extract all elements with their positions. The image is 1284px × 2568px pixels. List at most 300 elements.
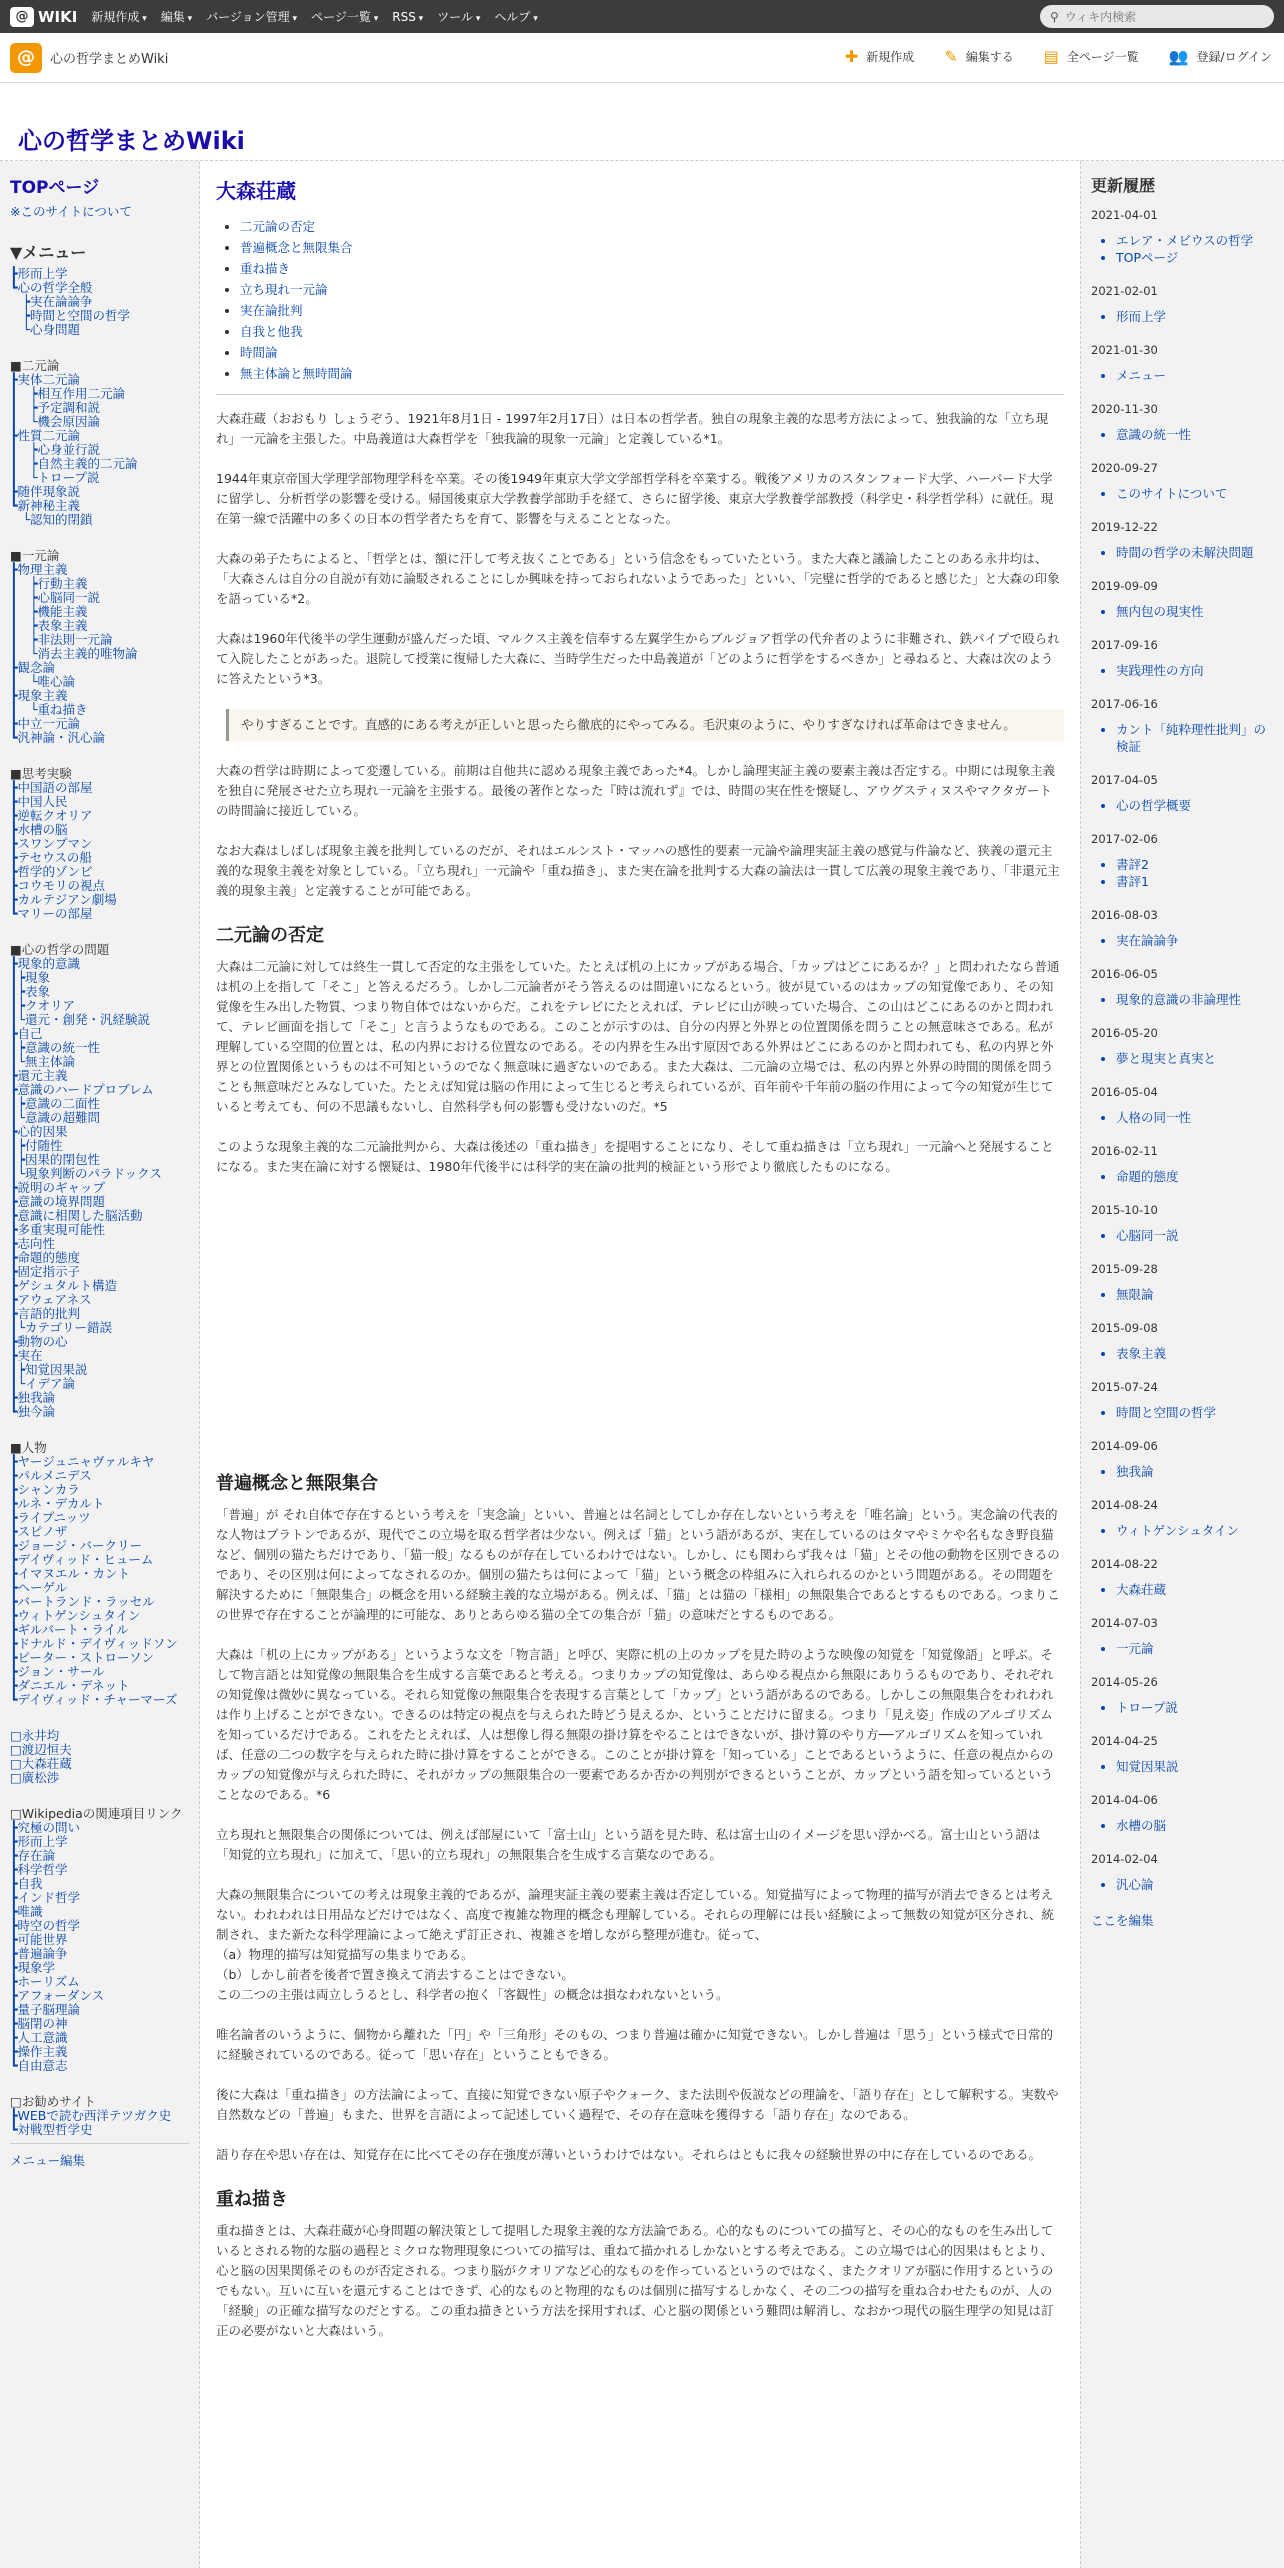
menu-item[interactable]: ┣ヤージュニャヴァルキヤ xyxy=(10,1454,155,1469)
update-list xyxy=(1091,232,1274,266)
update-link[interactable]: • 心脳同一説 xyxy=(1116,1227,1274,1244)
menu-item[interactable]: ┣心的因果 xyxy=(10,1124,68,1139)
menu-item[interactable]: ┝実在論論争 xyxy=(10,294,93,309)
menu-item[interactable]: ┣ヘーゲル xyxy=(10,1580,68,1595)
toc-item xyxy=(240,279,1064,300)
menu-item[interactable]: ┣ジョン・サール xyxy=(10,1664,105,1679)
menu-gap xyxy=(10,745,189,767)
update-link[interactable]: • トロープ説 xyxy=(1116,1699,1274,1716)
menu-gap xyxy=(10,1419,189,1441)
update-date: 2015-09-28 xyxy=(1091,1262,1158,1276)
menu-gap xyxy=(10,2073,189,2095)
menu-item[interactable]: ┝時間と空間の哲学 xyxy=(10,308,131,323)
menu-item[interactable]: □永井均 xyxy=(10,1728,60,1743)
site-logo-icon[interactable]: @ xyxy=(10,43,42,73)
quote-block: やりすぎることです。直感的にある考えが正しいと思ったら徹底的にやってみる。毛沢東のように、やりすぎなければ革命はできません。 xyxy=(226,709,1064,741)
update-list xyxy=(1091,662,1274,679)
update-date: 2019-12-22 xyxy=(1091,520,1158,534)
update-date: 2020-11-30 xyxy=(1091,402,1158,416)
all-pages-label: 全ページ一覧 xyxy=(1066,50,1139,64)
paragraph: 重ね描きとは、大森荘蔵が心身問題の解決策として提唱した現象主義的な方法論である。心的なものについての描写と、その心的なものを生み出しているとされる物的な脳の過程とミクロな物理現象についての描写は、重ねて描かれるしかないとする考えである。この立場では心的因果はもとより、心と脳の因果関係そのものが否定される。つまり脳がクオリアなど心的なものを作っているというのではなく、またクオリアが脳に作用するというのでもない。互いに互いを還元することはできず、心的なものと物理的なものは個別に描写するしかなく、その二つの描写を重ね合わせたものが、人の「経験」の正確な描写なのだとする。この重ね描きという方法を採用すれば、心と脳の関係という難問は解消し、なおかつ現代の脳生理学の知見は訂正の必要がないと大森はいう。 xyxy=(216,2223,1054,2338)
section-dualism xyxy=(216,957,1064,1177)
update-list xyxy=(1091,544,1274,561)
update-date: 2015-07-24 xyxy=(1091,1380,1158,1394)
update-date: 2014-04-06 xyxy=(1091,1793,1158,1807)
toc-link[interactable]: 実在論批判 xyxy=(240,303,303,318)
menu-item[interactable]: ┃ ┝心身並行説 xyxy=(10,442,101,457)
menu-item[interactable]: ┃└現象判断のパラドックス xyxy=(10,1166,162,1181)
wiki-logo[interactable] xyxy=(10,7,77,27)
menu-item[interactable]: ┣唯識 xyxy=(10,1904,43,1919)
update-link[interactable]: • カント「純粋理性批判」の検証 xyxy=(1116,721,1274,755)
menu-item[interactable]: ┃└カテゴリー錯誤 xyxy=(10,1320,113,1335)
update-list xyxy=(1091,991,1274,1008)
menu-item[interactable]: ┣還元主義 xyxy=(10,1068,68,1083)
menu-item[interactable]: ┣随伴現象説 xyxy=(10,484,81,499)
divider xyxy=(216,394,1064,395)
menu-item[interactable]: ┣独我論 xyxy=(10,1390,56,1405)
update-link[interactable]: • 知覚因果説 xyxy=(1116,1758,1274,1775)
top-page-link[interactable]: TOPページ xyxy=(10,178,100,198)
menu-group-heading[interactable]: ■人物 xyxy=(10,1440,47,1455)
update-link[interactable]: • 形而上学 xyxy=(1116,308,1274,325)
wiki-logo-icon: @ xyxy=(10,7,34,27)
update-list xyxy=(1091,856,1274,890)
new-page-button[interactable] xyxy=(845,47,914,66)
menu-item[interactable]: ┣可能世界 xyxy=(10,1932,68,1947)
menu-group-heading[interactable]: ■心の哲学の問題 xyxy=(10,942,110,957)
update-link[interactable]: • 意識の統一性 xyxy=(1116,426,1274,443)
right-sidebar xyxy=(1080,161,1284,2568)
menu-item[interactable]: ┃┝知覚因果説 xyxy=(10,1362,88,1377)
menu-item[interactable]: ┣動物の心 xyxy=(10,1334,68,1349)
toc-link[interactable]: 自我と他我 xyxy=(240,324,303,339)
section-heading-universal: 普遍概念と無限集合 xyxy=(216,1473,378,1494)
update-date: 2021-01-30 xyxy=(1091,343,1158,357)
menu-item[interactable]: ┗デイヴィッド・チャーマーズ xyxy=(10,1692,178,1707)
menu-item[interactable]: ┣ライプニッツ xyxy=(10,1510,91,1525)
wiki-logo-text: WIKI xyxy=(38,7,78,26)
menu-item[interactable]: ┗マリーの部屋 xyxy=(10,906,93,921)
menu-item[interactable]: ┃┝表象 xyxy=(10,984,51,999)
menu-item[interactable]: ┃ ┝予定調和説 xyxy=(10,400,101,415)
menu-edit-link[interactable]: メニュー編集 xyxy=(10,2143,189,2168)
menu-item[interactable]: ┣説明のギャップ xyxy=(10,1180,106,1195)
toc-item xyxy=(240,216,1064,237)
update-link[interactable]: • 時間の哲学の未解決問題 xyxy=(1116,544,1274,561)
menu-rss[interactable]: RSS ▾ xyxy=(392,10,423,24)
menu-item[interactable]: ┣普遍論争 xyxy=(10,1946,68,1961)
menu-item[interactable]: ┗独今論 xyxy=(10,1404,56,1419)
menu-item[interactable]: ┣性質二元論 xyxy=(10,428,81,443)
menu-item[interactable]: ┣命題的態度 xyxy=(10,1250,81,1265)
toc-item xyxy=(240,300,1064,321)
list-line: （a）物理的描写は知覚描写の集まりである。 xyxy=(216,1947,474,1962)
menu-item[interactable]: ┣現象的意識 xyxy=(10,956,81,971)
menu-item[interactable]: ┣ゲシュタルト構造 xyxy=(10,1278,118,1293)
update-list xyxy=(1091,603,1274,620)
menu-item[interactable]: ┣多重実現可能性 xyxy=(10,1222,106,1237)
toc-link[interactable]: 時間論 xyxy=(240,345,278,360)
menu-item[interactable]: ┃┝付随性 xyxy=(10,1138,63,1153)
update-list xyxy=(1091,1227,1274,1244)
update-date: 2017-02-06 xyxy=(1091,832,1158,846)
update-link[interactable]: • 人格の同一性 xyxy=(1116,1109,1274,1126)
menu-item[interactable]: ┣志向性 xyxy=(10,1236,56,1251)
menu-item[interactable]: ┃└無主体論 xyxy=(10,1054,76,1069)
menu-item[interactable]: ┃┝意識の二面性 xyxy=(10,1096,101,1111)
update-list xyxy=(1091,1109,1274,1126)
section-heading-overlay: 重ね描き xyxy=(216,2189,288,2210)
header-actions xyxy=(845,47,1272,66)
toc-item xyxy=(240,363,1064,384)
menu-item[interactable]: └認知的閉鎖 xyxy=(10,512,93,527)
update-list xyxy=(1091,1404,1274,1421)
top-bar xyxy=(0,0,1284,33)
main-content xyxy=(200,161,1080,2568)
update-date: 2014-05-26 xyxy=(1091,1675,1158,1689)
menu-item[interactable]: □大森荘蔵 xyxy=(10,1756,72,1771)
update-link[interactable]: • 実践理性の方向 xyxy=(1116,662,1274,679)
menu-item[interactable]: └心身問題 xyxy=(10,322,81,337)
update-link[interactable]: • 心の哲学概要 xyxy=(1116,797,1274,814)
menu-item[interactable]: ┣アウェアネス xyxy=(10,1292,92,1307)
paragraph: 語り存在や思い存在は、知覚存在に比べてその存在強度が薄いというわけではない。それらはともに我々の経験世界の中に存在しているのである。 xyxy=(216,2147,1042,2162)
plus-icon: ✚ xyxy=(844,47,859,66)
toc-link[interactable]: 無主体論と無時間論 xyxy=(240,366,353,381)
update-date: 2014-04-25 xyxy=(1091,1734,1158,1748)
menu-item[interactable]: ┃┝因果的閉包性 xyxy=(10,1152,101,1167)
update-list xyxy=(1091,1876,1274,1893)
toc-link[interactable]: 立ち現れ一元論 xyxy=(240,282,328,297)
menu-item[interactable]: ┃ ┝非法則一元論 xyxy=(10,632,113,647)
menu-item[interactable]: ┃ └唯心論 xyxy=(10,674,76,689)
update-list xyxy=(1091,797,1274,814)
menu-item[interactable]: ┣パルメニデス xyxy=(10,1468,92,1483)
edit-button[interactable] xyxy=(944,47,1013,66)
menu-item[interactable]: ┃ └重ね描き xyxy=(10,702,88,717)
menu-item[interactable]: ┣コウモリの視点 xyxy=(10,878,106,893)
paragraph: なお大森はしばしば現象主義を批判しているのだが、それはエルンスト・マッハの感性的要素一元論や論理実証主義の感覚与件論など、狭義の還元主義的な現象主義を対象としている。「立ち現れ」一元論や「重ね描き」、また実在論を批判する大森の論法は一貫して広義の現象主義であり、「非還元主義的現象主義」と定義することが可能である。 xyxy=(216,843,1060,898)
list-line: （b）しかし前者を後者で置き換えて消去することはできない。 xyxy=(216,1967,574,1982)
menu-item[interactable]: ┃ ┝自然主義的二元論 xyxy=(10,456,138,471)
menu-item[interactable]: ┃ ┝相互作用二元論 xyxy=(10,386,126,401)
intro-section xyxy=(216,409,1064,689)
paragraph: 大森の哲学は時期によって変遷している。前期は自他共に認める現象主義であった*4。しかし論理実証主義の要素主義は否定する。中期には現象主義を独自に発展させた立ち現れ一元論を主張する。最後の著作となった『時は流れず』では、時間の実在性を懐疑し、アウグスティヌスやマクタガートの時間論に接近している。 xyxy=(216,763,1056,818)
menu-item[interactable]: ┣ルネ・デカルト xyxy=(10,1496,105,1511)
paragraph: 1944年東京帝国大学理学部物理学科を卒業。その後1949年東京大学文学部哲学科を卒業する。戦後アメリカのスタンフォード大学、ハーバード大学に留学し、分析哲学の影響を受ける。帰国後東京大学教養学部助手を経て、さらに留学後、東京大学教養学部教授（科学史・科学哲学科）に就任。現在第一線で活躍中の多くの日本の哲学者たちを育て、影響を与えることとなった。 xyxy=(216,471,1054,526)
menu-help[interactable]: ヘルプ ▾ xyxy=(494,8,537,25)
menu-item[interactable]: ┃ ┝表象主義 xyxy=(10,618,88,633)
update-link[interactable]: • メニュー xyxy=(1116,367,1274,384)
update-link[interactable]: • TOPページ xyxy=(1116,249,1274,266)
update-date: 2016-05-20 xyxy=(1091,1026,1158,1040)
menu-item[interactable]: ┣自己 xyxy=(10,1026,43,1041)
paragraph: 「普遍」が それ自体で存在するという考えを「実念論」といい、普遍とは名詞としてしか存在しないという考えを「唯名論」という。実念論の代表的な人物はプラトンであるが、現代でこの立場を取る哲学者は少ない。例えば「猫」という語があるが、実在しているのはタマやミケや名もなき野良猫など、個別の猫たちだけであり、「猫一般」なるものが存在しているわけではない。しかし、にも関わらず我々は「猫」とその他の動物を区別できるのであり、その区別は何によってなされるのか。個別の猫たちは何によって「猫」という概念の枠組みに入れられるのかという問題がある。その問題を解決するために「無限集合」の概念を用いる経験主義的な立場がある。例えば、「猫」とは猫の「様相」の無限集合であるとするものである。つまりこの世界で存在することが論理的に可能な、ありとあらゆる猫の全ての集合が「猫」の意味だとするものである。 xyxy=(216,1507,1060,1622)
menu-item[interactable]: ┃┝現象 xyxy=(10,970,51,985)
update-date: 2016-02-11 xyxy=(1091,1144,1158,1158)
section-heading-dualism: 二元論の否定 xyxy=(216,925,324,946)
menu-gap xyxy=(10,921,189,943)
menu-item[interactable]: ┃ └機会原因論 xyxy=(10,414,101,429)
update-date: 2021-04-01 xyxy=(1091,208,1158,222)
menu-item[interactable]: ┣人工意識 xyxy=(10,2030,68,2045)
menu-item[interactable]: ┣脳閉の神 xyxy=(10,2016,68,2031)
menu-item[interactable]: □渡辺恒夫 xyxy=(10,1742,72,1757)
update-link[interactable]: • 水槽の脳 xyxy=(1116,1817,1274,1834)
menu-item[interactable]: ┗心の哲学全般 xyxy=(10,280,93,295)
page-title: 大森荘蔵 xyxy=(216,179,296,203)
toc-link[interactable]: 普遍概念と無限集合 xyxy=(240,240,353,255)
menu-item[interactable]: ┃ └消去主義的唯物論 xyxy=(10,646,138,661)
menu-item[interactable]: ┣形而上学 xyxy=(10,1834,68,1849)
intro-section-2 xyxy=(216,761,1064,901)
menu-item[interactable]: ┣形而上学 xyxy=(10,266,68,281)
menu-item[interactable]: ┣スピノザ xyxy=(10,1524,68,1539)
menu-item[interactable]: ┣固定指示子 xyxy=(10,1264,81,1279)
update-date: 2016-08-03 xyxy=(1091,908,1158,922)
update-date: 2014-02-04 xyxy=(1091,1852,1158,1866)
update-date: 2014-07-03 xyxy=(1091,1616,1158,1630)
menu-item[interactable]: ┣実体二元論 xyxy=(10,372,81,387)
section-universal-list xyxy=(216,1945,1064,2005)
update-link[interactable]: • 実在論論争 xyxy=(1116,932,1274,949)
user-add-icon: 👥 xyxy=(1168,47,1189,66)
menu-item[interactable]: ┃┝クオリア xyxy=(10,998,76,1013)
update-date: 2016-06-05 xyxy=(1091,967,1158,981)
update-date: 2020-09-27 xyxy=(1091,461,1158,475)
update-list xyxy=(1091,1817,1274,1834)
toc-item xyxy=(240,258,1064,279)
menu-item[interactable]: ┣水槽の脳 xyxy=(10,822,68,837)
menu-item[interactable]: ┣ドナルド・デイヴィッドソン xyxy=(10,1636,178,1651)
menu-item[interactable]: ┣イマヌエル・カント xyxy=(10,1566,131,1581)
menu-item[interactable]: ┗対戦型哲学史 xyxy=(10,2122,93,2137)
menu-item[interactable]: ┣時空の哲学 xyxy=(10,1918,81,1933)
menu-group-heading[interactable]: ■二元論 xyxy=(10,358,60,373)
menu-item[interactable]: ┣中国語の部屋 xyxy=(10,780,93,795)
update-link[interactable]: • 一元論 xyxy=(1116,1640,1274,1657)
paragraph: 大森は二元論に対しては終生一貫して否定的な主張をしていた。たとえば机の上にカップがある場合、「カップはどこにあるか？」と問われたなら普通は机の上を指して「そこ」と答えるだろう。しかし二元論者がそう答えるのは間違いになるという。彼が見ているのはカップの知覚像であり、その知覚像を生み出した物質、つまり物自体ではないからだ。これをテレビにたとえれば、テレビに山が映っていた場合、この山はどこにあるのかと問われて、テレビ画面を指して「そこ」と言うようなものである。このことが示すのは、自分の内界と外界との位置関係を問うことの無意味さである。私が理解している空間的位置とは、私の内界における位置なのである。その内界を生み出す原因である外界はどこにあるのかと問われても、私の内界と外界との位置関係というものは不可知というのでなく無意味に過ぎないのである。また大森は、二元論の立場では、私の内界と外界の時間的関係を問うことも無意味だとみなしていた。たとえば知覚は脳の作用によって生じると考えられているが、百年前や千年前の脳の作用によって今の知覚が生じていると考えても、何の不思議もないし、自然科学も何の影響も受けないのだ。*5 xyxy=(216,959,1060,1114)
menu-item[interactable]: ┃ ┝機能主義 xyxy=(10,604,88,619)
about-link[interactable]: ※このサイトについて xyxy=(10,204,132,219)
update-link[interactable]: • 命題的態度 xyxy=(1116,1168,1274,1185)
update-link[interactable]: • 書評2 xyxy=(1116,856,1274,873)
update-link[interactable]: • 書評1 xyxy=(1116,873,1274,890)
paragraph: 大森は「机の上にカップがある」というような文を「物言語」と呼び、実際に机の上のカップを見た時のような映像の知覚を「知覚像語」と呼ぶ。そして物言語とは知覚像の無限集合を生成する言葉であると考える。つまりカップの知覚像は、あらゆる視点から無限にありうるものであり、それぞれの知覚像は微妙に異なっている。それら知覚像の無限集合を表現する言葉として「カップ」という語があるのである。しかしこの無限集合をわれわれは作り上げることができない。できるのは特定の視点を与えられた時どう見えるか、ということだけに留まる。つまり「見え姿」作成のアルゴリズムを知っているだけである。これをたとえれば、人は想像し得る無限の掛け算をやることはできないが、掛け算のやり方──アルゴリズムを知っていれば、任意の二つの数字を与えられた時に掛け算をすることができる。このことが掛け算を「知っている」ことであるというように、任意の視点からのカップの知覚像が与えられた時に、それがカップの無限集合の一要素であるか否かの判別ができるということが、カップという語を知っているということなのである。*6 xyxy=(216,1647,1054,1802)
update-link[interactable]: • ウィトゲンシュタイン xyxy=(1116,1522,1274,1539)
menu-item[interactable]: ┗自由意志 xyxy=(10,2058,68,2073)
menu-item[interactable]: ┣ピーター・ストローソン xyxy=(10,1650,155,1665)
menu-item[interactable]: ┣究極の問い xyxy=(10,1820,81,1835)
menu-item[interactable]: ┃└意識の超難問 xyxy=(10,1110,101,1125)
search-icon[interactable]: ⚲ xyxy=(1050,9,1059,24)
menu-item[interactable]: ┣中立一元論 xyxy=(10,716,81,731)
menu-item[interactable]: ┃ ┝行動主義 xyxy=(10,576,88,591)
paragraph: 大森荘蔵（おおもり しょうぞう、1921年8月1日 - 1997年2月17日）は日本の哲学者。独自の現象主義的な思考方法によって、独我論的な「立ち現れ」一元論を主張した。中島義道は大森哲学を「独我論的現象一元論」と定義している*1。 xyxy=(216,411,1049,446)
update-list xyxy=(1091,308,1274,325)
update-link[interactable]: • 現象的意識の非論理性 xyxy=(1116,991,1274,1008)
update-date: 2015-09-08 xyxy=(1091,1321,1158,1335)
paragraph: 大森は1960年代後半の学生運動が盛んだった頃、マルクス主義を信奉する左翼学生からブルジョア哲学の代弁者のように非難され、鉄パイプで殴られて入院したことがあった。退院して授業に復帰した大森に、当時学生だった中島義道が「どのように哲学をするべきか」と尋ねると、大森は次のように答えたという*3。 xyxy=(216,631,1060,686)
search-input[interactable] xyxy=(1065,10,1255,24)
update-date: 2016-05-04 xyxy=(1091,1085,1158,1099)
paragraph: 大森の弟子たちによると、「哲学とは、額に汗して考え抜くことである」という信念をもっていたという。また大森と議論したことのある永井均は、「大森さんは自分の自説が有効に論駁されることにしか興味を持っておられないようであった」といい、「完璧に哲学的であると感じた」と大森の印象を語っている*2。 xyxy=(216,551,1060,606)
update-list xyxy=(1091,721,1274,755)
menu-item[interactable]: ┣WEBで読む西洋テツガク史 xyxy=(10,2108,172,2123)
menu-item[interactable]: ┃└還元・創発・汎経験説 xyxy=(10,1012,151,1027)
update-list xyxy=(1091,1286,1274,1303)
update-list xyxy=(1091,1050,1274,1067)
left-sidebar xyxy=(0,161,200,2568)
update-date: 2021-02-01 xyxy=(1091,284,1158,298)
menu-gap xyxy=(10,1785,189,1807)
updates-heading: 更新履歴 xyxy=(1091,176,1156,195)
paragraph: このような現象主義的な二元論批判から、大森は後述の「重ね描き」を提唱することになり、そして重ね描きは「立ち現れ」一元論へと発展することになる。また実在論に対する懐疑は、1980年代後半には科学的実在論の批判的検証という形でより徹底したものになる。 xyxy=(216,1139,1054,1174)
menu-gap xyxy=(10,527,189,549)
update-link[interactable]: • 大森荘蔵 xyxy=(1116,1581,1274,1598)
update-list xyxy=(1091,1168,1274,1185)
update-date: 2017-04-05 xyxy=(1091,773,1158,787)
menu-item[interactable]: ┣デイヴィッド・ヒューム xyxy=(10,1552,154,1567)
update-date: 2014-08-24 xyxy=(1091,1498,1158,1512)
menu-pages[interactable]: ページ一覧 ▾ xyxy=(311,8,378,25)
menu-item[interactable]: ┣意識のハードプロブレム xyxy=(10,1082,154,1097)
menu-item[interactable]: ┣存在論 xyxy=(10,1848,56,1863)
section-universal xyxy=(216,1505,1064,1945)
site-name[interactable]: 心の哲学まとめWiki xyxy=(50,52,169,67)
menu-new[interactable]: 新規作成 ▾ xyxy=(91,8,146,25)
paragraph: 立ち現れと無限集合の関係については、例えば部屋にいて「富士山」という語を見た時、私は富士山のイメージを思い浮かべる。富士山という語は「知覚的立ち現れ」に加えて、「思い的立ち現れ」の無限集合を生成する言葉なのである。 xyxy=(216,1827,1041,1862)
menu-item[interactable]: ┣実在 xyxy=(10,1348,43,1363)
update-list xyxy=(1091,426,1274,443)
login-button[interactable] xyxy=(1169,47,1272,66)
update-date: 2014-09-06 xyxy=(1091,1439,1158,1453)
toc-link[interactable]: 二元論の否定 xyxy=(240,219,316,234)
menu-item[interactable]: ┣ジョージ・バークリー xyxy=(10,1538,143,1553)
toc-item xyxy=(240,342,1064,363)
menu-item[interactable]: ┣アフォーダンス xyxy=(10,1988,105,2003)
all-pages-button[interactable] xyxy=(1044,47,1139,66)
menu-item[interactable]: ┣自我 xyxy=(10,1876,43,1891)
update-list xyxy=(1091,1640,1274,1657)
menu-item[interactable]: ┣カルテジアン劇場 xyxy=(10,892,117,907)
update-list xyxy=(1091,1463,1274,1480)
table-of-contents xyxy=(216,216,1064,384)
update-list xyxy=(1091,1345,1274,1362)
menu-group-heading[interactable]: ■思考実験 xyxy=(10,766,72,781)
menu-item[interactable]: ┣操作主義 xyxy=(10,2044,68,2059)
edit-updates-link[interactable]: ここを編集 xyxy=(1091,1913,1154,1928)
toc-item xyxy=(240,321,1064,342)
toc-link[interactable]: 重ね描き xyxy=(240,261,291,276)
menu-item[interactable]: ┣ホーリズム xyxy=(10,1974,80,1989)
pencil-icon: ✎ xyxy=(944,47,958,66)
update-date: 2017-06-16 xyxy=(1091,697,1158,711)
update-history xyxy=(1091,208,1274,1893)
login-label: 登録/ログイン xyxy=(1196,50,1272,64)
menu-item[interactable]: ┃┝意識の統一性 xyxy=(10,1040,101,1055)
menu-item[interactable]: ┣量子脳理論 xyxy=(10,2002,81,2017)
menu-group-heading[interactable]: □お勧めサイト xyxy=(10,2094,96,2109)
update-list xyxy=(1091,1758,1274,1775)
update-date: 2014-08-22 xyxy=(1091,1557,1158,1571)
menu-item[interactable]: ┣意識に相関した脳活動 xyxy=(10,1208,143,1223)
site-header xyxy=(0,33,1284,83)
menu-item[interactable]: ┣現象学 xyxy=(10,1960,56,1975)
site-banner xyxy=(0,83,1284,161)
update-list xyxy=(1091,932,1274,949)
menu-item[interactable]: ┣ウィトゲンシュタイン xyxy=(10,1608,141,1623)
menu-item[interactable]: ┣バートランド・ラッセル xyxy=(10,1594,155,1609)
menu-item[interactable]: ┣ギルバート・ライル xyxy=(10,1622,129,1637)
update-link[interactable]: • 表象主義 xyxy=(1116,1345,1274,1362)
menu-item[interactable]: ┣シャンカラ xyxy=(10,1482,80,1497)
menu-item[interactable]: ┣スワンプマン xyxy=(10,836,93,851)
menu-item[interactable]: ┃ ┝心脳同一説 xyxy=(10,590,101,605)
menu-group-heading[interactable]: ■一元論 xyxy=(10,548,60,563)
update-link[interactable]: • 夢と現実と真実と xyxy=(1116,1050,1274,1067)
menu-item[interactable]: ┣インド哲学 xyxy=(10,1890,81,1905)
banner-title[interactable]: 心の哲学まとめWiki xyxy=(18,127,245,155)
paragraph: 後に大森は「重ね描き」の方法論によって、直接に知覚できない原子やクォーク、また法則や仮説などの理論を、「語り存在」として解釈する。実数や自然数などの「普遍」もまた、世界を言語によって記述していく過程で、その存在意味を獲得する「語り存在」なのである。 xyxy=(216,2087,1059,2122)
menu-item[interactable]: ┣意識の境界問題 xyxy=(10,1194,106,1209)
sidebar-menu xyxy=(10,267,189,2168)
update-date: 2019-09-09 xyxy=(1091,579,1158,593)
menu-item[interactable]: ┣中国人民 xyxy=(10,794,68,809)
menu-item[interactable]: ┣ダニエル・デネット xyxy=(10,1678,130,1693)
update-link[interactable]: • 時間と空間の哲学 xyxy=(1116,1404,1274,1421)
update-date: 2015-10-10 xyxy=(1091,1203,1158,1217)
blank-space xyxy=(216,1197,1064,1457)
edit-label: 編集する xyxy=(965,50,1014,64)
menu-heading: ▼メニュー xyxy=(10,243,87,262)
menu-edit[interactable]: 編集 ▾ xyxy=(161,8,192,25)
update-list xyxy=(1091,367,1274,384)
menu-item[interactable]: □廣松渉 xyxy=(10,1770,60,1785)
update-link[interactable]: • 無限論 xyxy=(1116,1286,1274,1303)
menu-item[interactable]: ┣現象主義 xyxy=(10,688,68,703)
update-list xyxy=(1091,485,1274,502)
list-line: この二つの主張は両立しうるとし、科学者の抱く「客観性」の概念は損なわれないという。 xyxy=(216,1987,729,2002)
paragraph: 唯名論者のいうように、個物から離れた「円」や「三角形」そのもの、つまり普遍は確かに知覚できない。しかし普遍は「思う」という様式で日常的に経験されているのである。従って「思い存在」ということもできる。 xyxy=(216,2027,1054,2062)
menu-item[interactable]: ┗新神秘主義 xyxy=(10,498,81,513)
menu-item[interactable]: ┣言語的批判 xyxy=(10,1306,81,1321)
update-link[interactable]: • 無内包の現実性 xyxy=(1116,603,1274,620)
menu-item[interactable]: ┣観念論 xyxy=(10,660,56,675)
update-list xyxy=(1091,1699,1274,1716)
update-link[interactable]: • エレア・メビウスの哲学 xyxy=(1116,232,1274,249)
menu-group-heading[interactable]: □Wikipediaの関連項目リンク xyxy=(10,1806,183,1821)
update-link[interactable]: • 独我論 xyxy=(1116,1463,1274,1480)
menu-item[interactable]: ┃ └トロープ説 xyxy=(10,470,100,485)
menu-tools[interactable]: ツール ▾ xyxy=(437,8,480,25)
menu-version[interactable]: バージョン管理 ▾ xyxy=(206,8,297,25)
menu-item[interactable]: ┣科学哲学 xyxy=(10,1862,68,1877)
menu-item[interactable]: ┣逆転クオリア xyxy=(10,808,93,823)
update-list xyxy=(1091,1522,1274,1539)
update-list xyxy=(1091,1581,1274,1598)
paragraph: 大森の無限集合についての考えは現象主義的であるが、論理実証主義の要素主義は否定している。知覚描写によって物理的描写が消去できるとは考えない。われわれは日用品などだけではなく、高度で複雑な物理的概念も理解している。それらの理解には長い経験によって無数の知覚が区分され、統制され、また新たな科学理論によって絶えず訂正され、複雑さを増しながら整理が進む。従って、 xyxy=(216,1887,1055,1942)
update-link[interactable]: • このサイトについて xyxy=(1116,485,1274,502)
update-date: 2017-09-16 xyxy=(1091,638,1158,652)
menu-item[interactable]: ┣哲学的ゾンビ xyxy=(10,864,93,879)
menu-item[interactable]: ┣テセウスの船 xyxy=(10,850,92,865)
menu-item[interactable]: ┃└イデア論 xyxy=(10,1376,76,1391)
menu-item[interactable]: ┣物理主義 xyxy=(10,562,68,577)
menu-item[interactable]: ┗汎神論・汎心論 xyxy=(10,730,106,745)
update-link[interactable]: • 汎心論 xyxy=(1116,1876,1274,1893)
